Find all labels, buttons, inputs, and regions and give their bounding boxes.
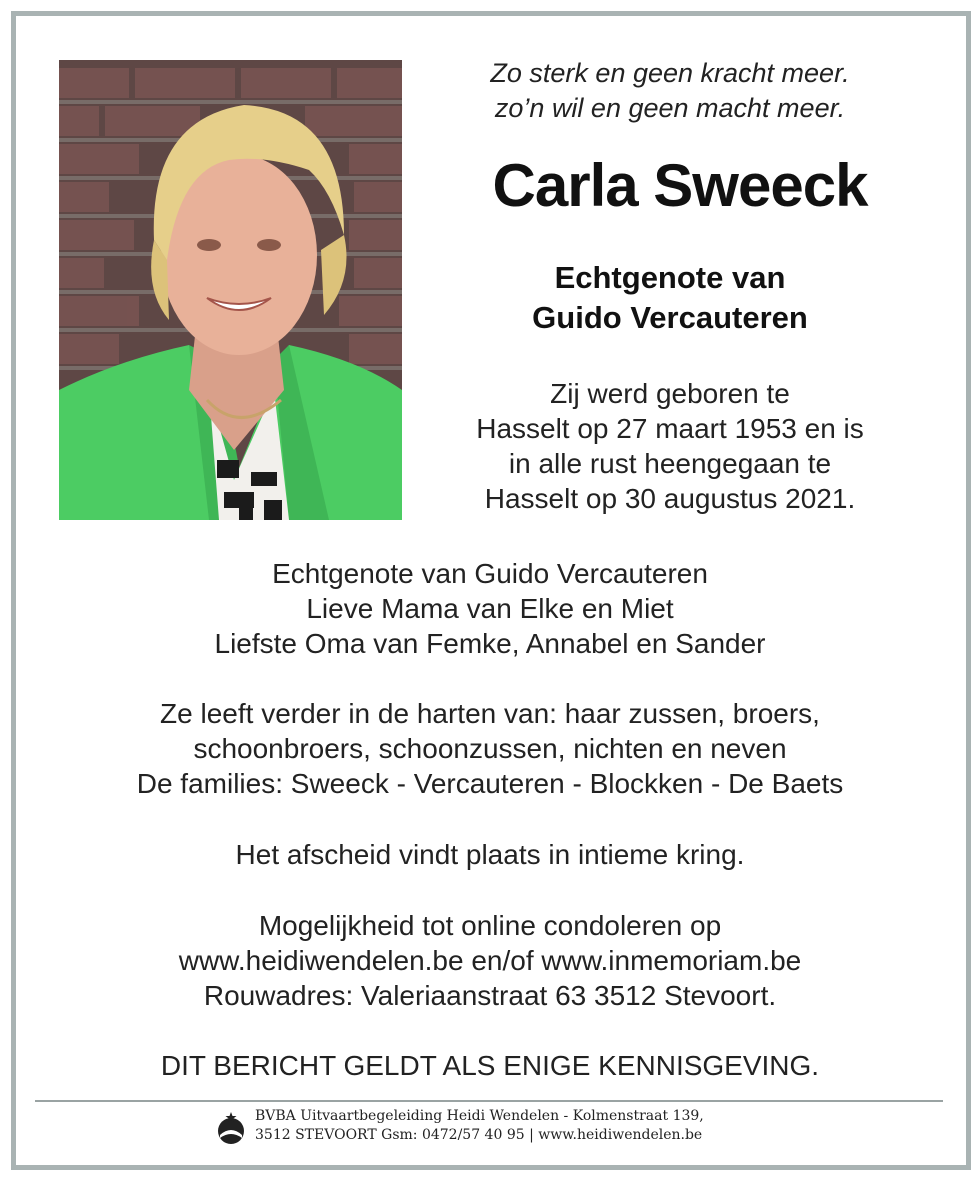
family-line: Liefste Oma van Femke, Annabel en Sander	[214, 628, 766, 659]
quote-line: zo’n wil en geen macht meer.	[494, 93, 846, 123]
birth-line: in alle rust heengegaan te	[508, 448, 832, 479]
notice-text: DIT BERICHT GELDT ALS ENIGE KENNISGEVING.	[160, 1050, 820, 1081]
family-section	[40, 556, 940, 661]
family-line: Echtgenote van Guido Vercauteren	[272, 558, 708, 589]
deceased-name: Carla Sweeck	[492, 152, 868, 219]
family-line: Lieve Mama van Elke en Miet	[306, 593, 674, 624]
online-line: www.heidiwendelen.be en/of www.inmemoriam.be	[178, 945, 802, 976]
farewell-text: Het afscheid vindt plaats in intieme kring.	[235, 839, 745, 870]
footer-text	[255, 1107, 704, 1145]
birth-death-details	[420, 376, 920, 516]
spouse-line: Guido Vercauteren	[532, 300, 808, 335]
portrait-photo	[59, 60, 402, 520]
birth-line: Hasselt op 30 augustus 2021.	[484, 483, 856, 514]
footer-divider	[35, 1100, 943, 1102]
relatives-line: schoonbroers, schoonzussen, nichten en neven	[193, 733, 787, 764]
online-line: Rouwadres: Valeriaanstraat 63 3512 Stevoort.	[203, 980, 777, 1011]
spouse-line: Echtgenote van	[554, 260, 786, 295]
funeral-home-logo-icon	[215, 1111, 247, 1145]
birth-line: Hasselt op 27 maart 1953 en is	[476, 413, 864, 444]
quote-line: Zo sterk en geen kracht meer.	[490, 58, 850, 88]
funeral-home-footer	[215, 1107, 775, 1147]
online-line: Mogelijkheid tot online condoleren op	[258, 910, 722, 941]
online-condolence-section	[40, 908, 940, 1013]
relatives-line: De families: Sweeck - Vercauteren - Blockken - De Baets	[136, 768, 844, 799]
footer-line: BVBA Uitvaartbegeleiding Heidi Wendelen - Kolmenstraat 139,	[255, 1108, 704, 1124]
birth-line: Zij werd geboren te	[550, 378, 790, 409]
memorial-quote	[420, 56, 920, 126]
relatives-line: Ze leeft verder in de harten van: haar zussen, broers,	[160, 698, 820, 729]
relatives-section	[40, 696, 940, 801]
spouse-heading	[420, 258, 920, 338]
footer-line: 3512 STEVOORT Gsm: 0472/57 40 95 | www.heidiwendelen.be	[255, 1127, 703, 1143]
